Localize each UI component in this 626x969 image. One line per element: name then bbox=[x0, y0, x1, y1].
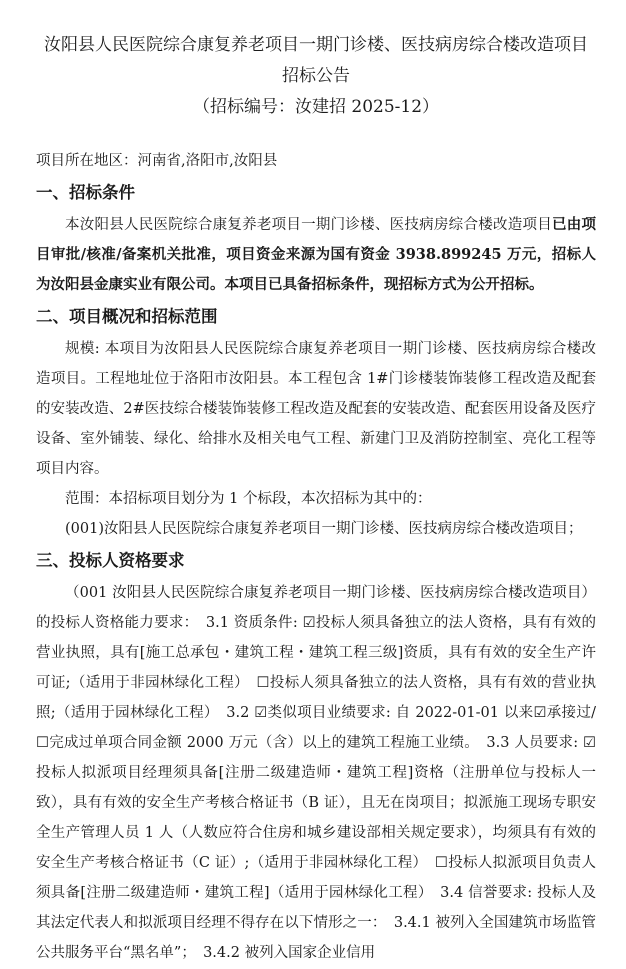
qualification-paragraph: （001 汝阳县人民医院综合康复养老项目一期门诊楼、医技病房综合楼改造项目）的投标人资格能力要求： 3.1 资质条件: ☑投标人须具备独立的法人资格，具有有效的营业执照，具有[施工总承包・建筑工程・建筑工程三级]资质，具有有效的安全生产许可证;（适用于非园林绿化工程） ☐投标人须具备独立的法人资格，具有有效的营业执照;（适用于园林绿化工程） 3.2 ☑类似项目业绩要求: 自 2022-01-01 以来☑承接过/☐完成过单项合同金额 2000 万元（含）以上的建筑工程施工业绩。 3.3 人员要求: ☑投标人拟派项目经理须具备[注册二级建造师・建筑工程]资格（注册单位与投标人一致），具有有效的安全生产考核合格证书（B 证），且无在岗项目；拟派施工现场专职安全生产管理人员 1 人（人数应符合住房和城乡建设部相关规定要求），均须具有有效的安全生产考核合格证书（C 证）;（适用于非园林绿化工程） ☐投标人拟派项目负责人须具备[注册二级建造师・建筑工程]（适用于园林绿化工程） 3.4 信誉要求: 投标人及其法定代表人和拟派项目经理不得存在以下情形之一： 3.4.1 被列入全国建筑市场监管公共服务平台“黑名单”； 3.4.2 被列入国家企业信用 bbox=[36, 585, 596, 961]
project-region: 项目所在地区：河南省,洛阳市,汝阳县 bbox=[36, 153, 278, 169]
document-title: 汝阳县人民医院综合康复养老项目一期门诊楼、医技病房综合楼改造项目招标公告 bbox=[44, 35, 588, 86]
tender-conditions-text: 本汝阳县人民医院综合康复养老项目一期门诊楼、医技病房综合楼改造项目 bbox=[65, 217, 552, 233]
section-heading-bidder-qualification: 三、投标人资格要求 bbox=[36, 551, 185, 570]
tender-code: （招标编号：汝建招 2025-12） bbox=[192, 97, 440, 117]
tender-conditions-paragraph bbox=[36, 210, 596, 300]
project-scope-paragraph: 范围：本招标项目划分为 1 个标段，本次招标为其中的： bbox=[65, 491, 432, 507]
section-heading-project-overview: 二、项目概况和招标范围 bbox=[36, 307, 218, 326]
tender-conditions-bold-text: 已由项目审批/核准/备案机关批准，项目资金来源为国有资金 3938.899245 万元，招标人为汝阳县金康实业有限公司。本项目已具备招标条件，现招标方式为公开招标。 bbox=[36, 216, 596, 293]
project-scale-paragraph: 规模: 本项目为汝阳县人民医院综合康复养老项目一期门诊楼、医技病房综合楼改造项目。工程地址位于洛阳市汝阳县。本工程包含 1#门诊楼装饰装修工程改造及配套的安装改造、2#医技综合楼装饰装修工程改造及配套的安装改造、配套医用设备及医疗设备、室外铺装、绿化、给排水及相关电气工程、新建门卫及消防控制室、亮化工程等项目内容。 bbox=[36, 341, 596, 477]
section-heading-tender-conditions: 一、招标条件 bbox=[36, 183, 135, 202]
lot-paragraph: (001)汝阳县人民医院综合康复养老项目一期门诊楼、医技病房综合楼改造项目； bbox=[65, 521, 583, 537]
